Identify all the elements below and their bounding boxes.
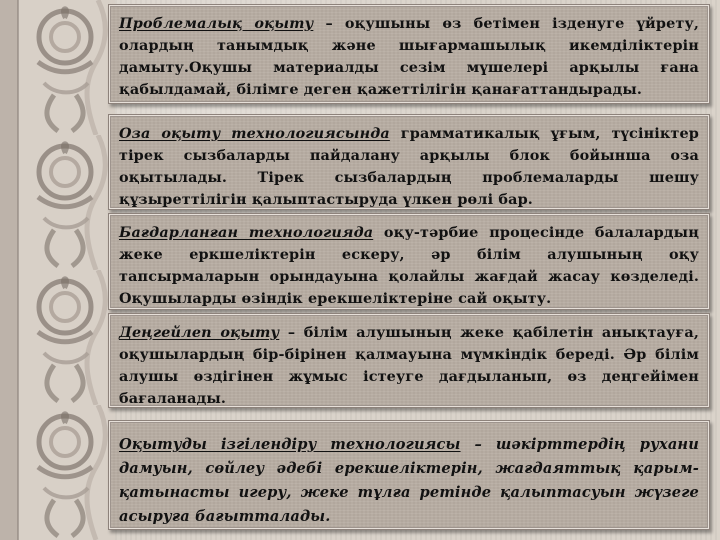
- text-panel-3: [108, 213, 710, 310]
- body-3: оқу-тәрбие процесінде балалардың жеке еркшеліктерін ескеру, әр білім алушының оқу тапсырмаларын орындауына қолайлы жағдай жасау көзделеді. Оқушыларды өзіндік ерекшеліктеріне сай оқыту.: [119, 224, 699, 307]
- body-2: грамматикалық ұғым, түсініктер тірек сызбаларды пайдалану арқылы блок бойынша оза оқытылады. Тірек сызбалардың проблемаларды шешу құзыреттілігін қалыптастыруда үлкен рөлі бар.: [119, 125, 699, 208]
- term-5: Оқытуды ізгілендіру технологиясы: [119, 436, 461, 453]
- term-2: Оза оқыту технологиясында: [119, 125, 390, 142]
- text-panel-4: [108, 313, 710, 408]
- paragraph-2: [119, 123, 699, 211]
- paragraph-4: [119, 322, 699, 410]
- body-5: – шәкірттердің рухани дамуын, сөйлеу әдебі ерекшеліктерін, жағдаяттық қарым-қатынасты игеру, жеке тұлға ретінде қалыптасуын жүзеге асыруға бағытталады.: [119, 436, 699, 525]
- term-4: Деңгейлеп оқыту: [119, 324, 280, 341]
- paragraph-3: [119, 222, 699, 310]
- term-3: Бағдарланған технологияда: [119, 224, 374, 241]
- term-1: Проблемалық оқыту: [119, 15, 314, 32]
- text-panel-5: [108, 420, 710, 530]
- text-panel-2: [108, 114, 710, 210]
- ornamental-border: [0, 0, 115, 540]
- body-1: – оқушыны өз бетімен ізденуге үйрету, олардың танымдық және шығармашылық икемділіктерін дамыту.Оқушы материалды сезім мүшелері арқылы ғана қабылдамай, білімге деген қажеттілігін қанағаттандырады.: [119, 15, 699, 98]
- body-4: – білім алушының жеке қабілетін анықтауға, оқушылардың бір-бірінен қалмауына мүмкіндік береді. Әр білім алушы өздігінен жұмыс істеуге дағдыланып, өз деңгейімен бағаланады.: [119, 324, 699, 407]
- paragraph-5: [119, 433, 699, 529]
- paragraph-1: [119, 13, 699, 101]
- text-panel-1: [108, 4, 710, 104]
